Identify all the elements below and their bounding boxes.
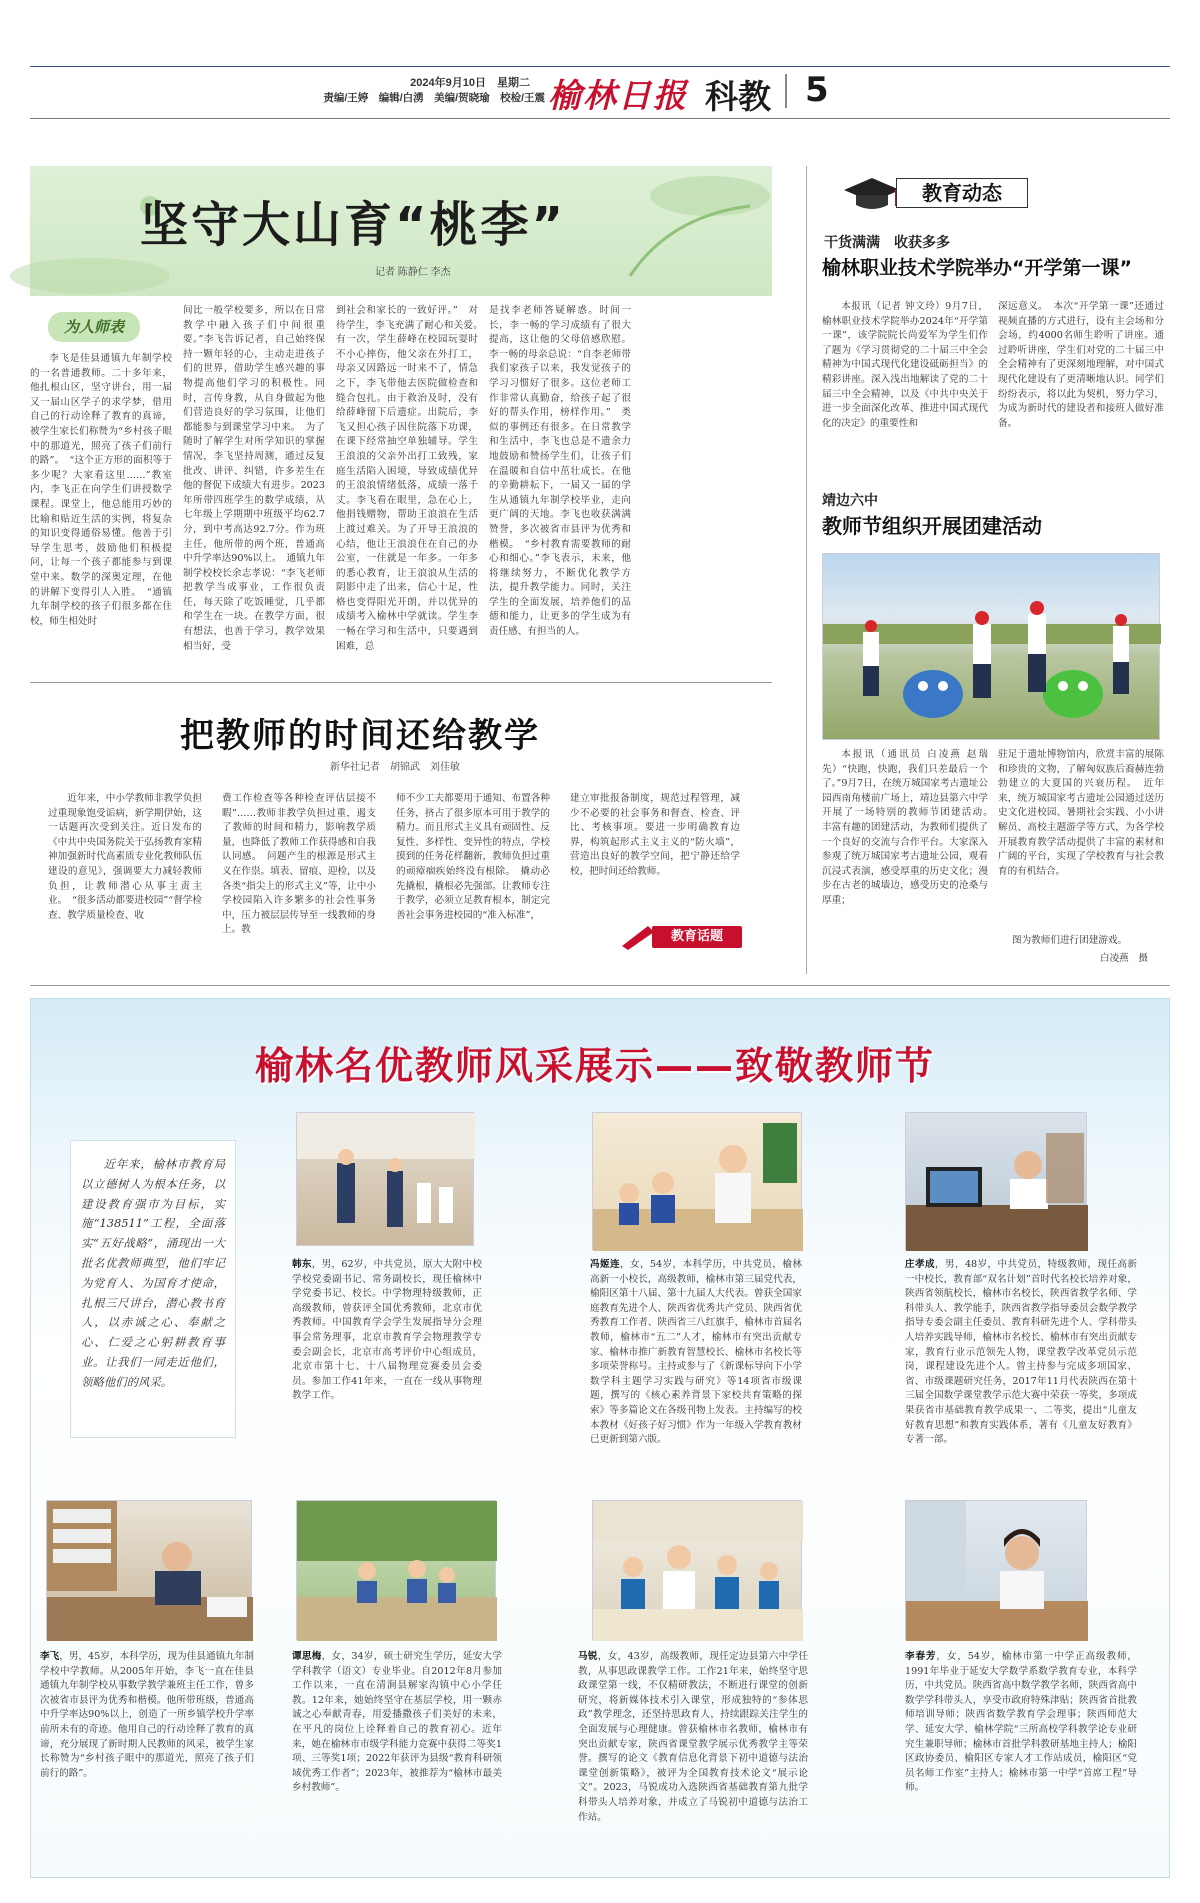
outdoor-class-scene-icon: [297, 1501, 497, 1641]
sidebar-news2-title: 教师节组织开展团建活动: [822, 514, 1042, 538]
feature-title: 榆林名优教师风采展示——致敬教师节: [254, 1044, 935, 1088]
article1-bottom-rule: [30, 682, 772, 683]
article2-col2: 费工作检查等各种检查评估层接不暇”……教师非教学负担过重，遏支了教师的时间和精力，影响教学质量，也降低了教师工作获得感和自我认同感。 问题产生的根源是形式主义在作祟。填表、留痕、迎检，以及各类“指尖上的形式主义”等，让中小学校园陷入许多繁多的社会性事务中，压力被层层传导至一线教师的身上。教: [222, 793, 376, 936]
profile-fengjilian-name: 冯姬连: [590, 1259, 620, 1270]
feature-intro: 近年来，榆林市教育局以立德树人为根本任务，以建设教育强市为目标，实施“138511”工程，全面落实“五好战略”，涌现出一大批名优教师典型，他们牢记为党育人、为国育才使命，扎根三尺讲台，潜心教书育人，以赤诚之心、奉献之心、仁爱之心躬耕教育事业。让我们一同走近他们，领略他们的风采。: [81, 1157, 225, 1389]
article2-col1: 近年来，中小学教师非教学负担过重现象饱受诟病，新学期伊始，这一话题再次受到关注。近日发布的《中共中央国务院关于弘扬教育家精神加强新时代高素质专业化教师队伍建设的意见》，强调要大力减轻教师负担，让教师潜心从事主责主业。 “很多活动都要进校园”“督学检查、教学质量检查、收: [48, 793, 202, 921]
classroom-scene-icon: [297, 1113, 475, 1247]
photo-credit: 白凌燕 摄: [1100, 953, 1148, 964]
article2-col4: 建立审批报备制度，规范过程管理，减少不必要的社会事务和督查、检查、评比、考核事项。要进一步明确教育边界，构筑起形式主义主义的“防火墙”，营造出良好的教学空间，把宁静还给学校，把时间还给教师。: [570, 793, 740, 877]
profile-zhuangxiaocheng-name: 庄孝成: [905, 1259, 935, 1270]
article1-tag-label: 为人师表: [63, 318, 124, 336]
sidebar-news2-col1: 本报讯（通讯员 白凌燕 赵瑞先）“快跑，快跑，我们只差最后一个了。”9月7日，在统万城国家考古遗址公园西南角楼前广场上，靖边县第六中学开展了一场特别的教师节团建活动。 丰富有趣的团建活动，为教师们提供了一个良好的交流与合作平台。大家深入参观了统万城国家考古遗址公园，观看沉浸式表演，感受厚重的历史文化；漫步在古老的城墙边，感受历史的沧桑与厚重；: [822, 749, 998, 906]
issue-date: 2024年9月10日 星期二: [410, 77, 530, 89]
photo-caption: 图为教师们进行团建游戏。: [1012, 935, 1128, 946]
article2-tag-label: 教育话题: [652, 926, 742, 948]
desk-grading-scene-icon: [47, 1501, 253, 1641]
paper-logo: 榆林日报: [548, 76, 688, 115]
profile-photo-lichunfang: [905, 1500, 1087, 1640]
article2-byline: 新华社记者 胡锦武 刘佳敏: [330, 762, 460, 773]
profile-fengjilian: [590, 1258, 802, 1492]
section-divider: [785, 74, 787, 108]
article1-col4: 是找李老师答疑解惑。时间一长，李一畅的学习成绩有了很大提高，这让他的父母倍感欣慰。李一畅的母亲总说：“自李老师带我们家孩子以来，我发觉孩子的学习习惯好了很多。这位老师工作非常认真勤奋，给孩子起了很好的帮头作用，榜样作用。” 类似的事例还有很多。在日常教学和生活中，李飞也总是不遗余力地鼓励和赞扬学生们，让孩子们在温暖和自信中茁壮成长。在他的辛勤耕耘下，一届又一届的学生从通镇九年制学校毕业，走向更广阔的天地。李飞也收获满满赞誉，多次被省市县评为优秀和楷模。 “乡村教育需要教师的耐心和细心。”李飞表示，未来，他将继续努力，不断优化教学方法，提升教学能力。同时，关注学生的全面发展，培养他们的品德和能力，让更多的学生成为有责任感、有担当的人。: [489, 305, 631, 638]
profile-zhuangxiaocheng: [905, 1258, 1137, 1492]
profile-lichunfang-name: 李春芳: [905, 1651, 937, 1662]
section-rule: [30, 985, 1170, 986]
sidebar-news1-col2: 深远意义。 本次“开学第一课”还通过视频直播的方式进行，设有主会场和分会场，约4000名师生聆听了讲座。通过聆听讲座，学生们对党的二十届三中全会精神有了更深刻地理解，对中国式现代化建设有了更清晰地认识。同学们纷纷表示，将以此为契机，努力学习，为成为新时代的建设者和接班人做好准备。: [998, 301, 1164, 429]
feature-intro-box: [70, 1140, 236, 1438]
sidebar-news2-kicker: 靖边六中: [822, 493, 878, 509]
profile-photo-marui: [592, 1500, 802, 1640]
teacher-portrait-scene-icon: [906, 1501, 1088, 1641]
office-scene-icon: [906, 1113, 1088, 1251]
profile-lichunfang: [905, 1650, 1137, 1866]
profile-handong-name: 韩东: [292, 1259, 312, 1270]
profile-photo-zhuangxiaocheng: [905, 1112, 1087, 1250]
masthead-underline: [30, 118, 1170, 119]
article1-col3: 到社会和家长的一致好评。” 对待学生，李飞充满了耐心和关爱。 有一次，学生薛峰在校园玩耍时不小心摔伤，他父亲在外打工，母亲又因路远一时来不了，情急之下，李飞带他去医院做检查和缝合包扎。由于救治及时，没有给薛峰留下后遗症。出院后，李飞又担心孩子因住院落下功课，在课下经常抽空单独辅导。学生王浪浪的父亲外出打工致残，家庭生活陷入困境，导致成绩优异的王浪浪情绪低落，成绩一落千丈。李飞看在眼里，急在心上，他捐钱赠物，帮助王浪浪在生活上渡过难关。为了开导王浪浪的心结，他让王浪浪住在自己的办公室，一住就是一年多。一年多的悉心教育，让王浪浪从生活的阴影中走了出来，信心十足，性格也变得阳光开朗，并以优异的成绩考入榆林中学就读。学生李一畅在学习和生活中，只要遇到困难，总: [336, 305, 488, 652]
sidebar-label-box: [842, 176, 1032, 212]
editor-credits: 责编/王婷 编辑/白湧 美编/贺晓瑜 校检/王震: [323, 92, 545, 104]
sidebar-label: 教育动态: [896, 178, 1028, 208]
teambuilding-photo: [822, 553, 1160, 740]
article1-tag: [48, 312, 140, 342]
profile-handong: [292, 1258, 482, 1458]
article1-col2: 间比一般学校要多，所以在日常教学中融入孩子们中间很重要。”李飞告诉记者，自己始终保持一颗年轻的心，主动走进孩子们的世界，借助学生感兴趣的事物提高他们学习的积极性。同时，言传身教，从自身做起为他们营造良好的学习氛围，让他们都能参与到课堂学习中来。 为了随时了解学生对所学知识的掌握情况，李飞坚持周测，通过反复批改、讲评、纠错，许多差生在他的督促下成绩大有进步。2023年所带四班学生的数学成绩，从七年级上学期期中班级平均62.7分，到中考高达92.7分。作为班主任，他所带的两个班，普通高中升学率达90%以上。 通镇九年制学校校长余志孝说：“李飞老师把教学当成事业，工作很负责任，每天除了吃饭睡觉，几乎都和学生在一块。在教学方面，很有想法，也善于学习，教学效果相当好，受: [183, 305, 325, 652]
teacher-students-scene-icon: [593, 1113, 803, 1251]
profile-marui-name: 马锐: [578, 1651, 598, 1662]
profile-tansimei: [292, 1650, 502, 1866]
profile-tansimei-name: 谭思梅: [292, 1651, 322, 1662]
article2-tag: [618, 924, 766, 950]
profile-photo-tansimei: [296, 1500, 496, 1640]
sidebar-news1-title: 榆林职业技术学院举办“开学第一课”: [822, 257, 1132, 279]
profile-fengjilian-text: ，女，54岁，本科学历，中共党员，榆林高新一小校长，高级教师，榆林市第三届党代表，榆阳区第十八届、第十九届人大代表。曾获全国家庭教育先进个人、陕西省优秀共产党员、陕西省优秀教育工作者、陕西省三八红旗手，榆林市首届名教师，榆林市“五二”人才，榆林市有突出贡献专家、榆林市推广新教育智慧校长、榆林市名校长等多项荣誉称号。主持或参与了《新课标导向下小学数学科主题学习实践与研究》等14项省市级课题，撰写的《核心素养背景下家校共育策略的探索》等多篇论文在各级刊物上发表。主持编写的校本教材《好孩子好习惯》作为一年级入学教育教材已更新到第六版。: [590, 1259, 802, 1446]
profile-photo-lifei: [46, 1500, 252, 1640]
profile-zhuangxiaocheng-text: ，男，48岁，中共党员，特级教师，现任高新一中校长，教育部“双名计划”首时代名校长培养对象，陕西省领航校长，榆林市名校长，陕西省教学名师、学科带头人、教学能手，陕西省教学指导委员会数学教学指导专委会副主任委员、教育科研先进个人、学科带头人培养实践导师，榆林市名校长、榆林市有突出贡献专家，教育行业示范领先人物，课堂教学改革党员示范岗，课程建设先进个人。曾主持参与完成多项国家、省、市级课题研究任务，2017年11月代表陕西在第十三届全国数学课堂教学示范大赛中荣获一等奖，多项成果获省市基础教育教学成果一、二等奖，提出“儿童友好教育思想”和教育实践体系，著有《儿童友好教育》专著一部。: [905, 1259, 1138, 1446]
profile-photo-fengjilian: [592, 1112, 802, 1250]
profile-lifei-text: ，男，45岁，本科学历，现为佳县通镇九年制学校中学教师。从2005年开始，李飞一直在佳县通镇九年制学校从事数学教学兼班主任工作，曾多次被省市县评为优秀和楷模。他所带班级，普通高中升学率达90%以上，创造了一所乡镇学校升学率前所未有的奇迹。他用自己的行动诠释了教育的真谛，充分展现了新时期人民教师的风采，被学生家长称赞为“乡村孩子眼中的那道光，照亮了孩子们前行的路”。: [40, 1651, 254, 1779]
article2-col3: 师不少工夫都要用于通知、布置各种任务，挤占了很多原本可用于教学的精力。而且形式主义具有顽固性、反复性、多样性、变异性的特点，学校摸到的任务花样翻新，教师负担过重的顽瘴痼疾始终没有根除。 撬动必先撬根，撬根必先强部。让教师专注于教学，必须立足教育根本，制定完善社会事务进校园的“准入标准”，: [396, 793, 550, 921]
article1-title: 坚守大山育“桃李”: [140, 197, 567, 253]
profile-lifei: [40, 1650, 254, 1866]
teambuilding-scene-icon: [823, 554, 1161, 741]
graduation-cap-icon: [842, 176, 902, 212]
profile-lichunfang-text: ，女，54岁，榆林市第一中学正高级教师，1991年毕业于延安大学数学系数学教育专业，本科学历，中共党员。陕西省高中数学教学名师，陕西省高中数学学科带头人，享受市政府特殊津贴；陕西省首批教师培训导师；陕西省数学教育学会理事；陕西师范大学、延安大学、榆林学院“三所高校学科教学论专业研究生兼职导师；榆林市首批学科教研基地主持人；榆阳区政协委员、榆阳区专家人才工作站成员，榆阳区“党员名师工作室”主持人；榆林市第一中学“首席工程”导师。: [905, 1651, 1137, 1794]
student-group-scene-icon: [593, 1501, 803, 1641]
profile-handong-text: ，男，62岁，中共党员，原大大附中校学校党委副书记、常务副校长，现任榆林中学党委书记、校长。中学物理特级教师，正高级教师，曾获评全国优秀教师，北京市优秀教师。中国教育学会学生发展指导分会理事会常务理事，北京市教育学会物理教学专委会副会长，北京市高考评价中心组成员，北京市第十七、十八届物理竞赛委员会委员。参加工作41年来，一直在一线从事物理教学工作。: [292, 1259, 483, 1402]
profile-marui: [578, 1650, 808, 1866]
profile-lifei-name: 李飞: [40, 1651, 60, 1662]
article1-byline: 记者 陈静仁 李杰: [375, 267, 451, 278]
page-number: 5: [805, 70, 829, 110]
section-name: 科教: [705, 77, 771, 116]
sidebar-news2-col2: 驻足于遗址博物馆内，欣赏丰富的展陈和珍贵的文物，了解匈奴族后裔赫连勃勃建立的大夏国的兴衰历程。 近年来，统万城国家考古遗址公园通过送历史文化进校园、暑期社会实践、小小讲解员、高校主题游学等方式，为各学校开展教育教学活动提供了丰富的素材和广阔的平台，实现了学校教育与社会教育的有机结合。: [998, 749, 1164, 877]
profile-photo-handong: [296, 1112, 474, 1246]
sidebar-news1-kicker: 干货满满 收获多多: [824, 235, 950, 251]
sidebar-divider: [806, 166, 807, 974]
profile-tansimei-text: ，女，34岁，硕士研究生学历，延安大学学科教学（语文）专业毕业。自2012年8月参加工作以来，一直在清涧县解家沟镇中心小学任教。12年来，她始终坚守在基层学校，用一颗赤诚之心奉献青春，用爱播撒孩子们美好的未来，在平凡的岗位上诠释着自己的教育初心。近年来，她在榆林市市级学科能力竞赛中获得二等奖1项、三等奖1项；2022年获评为县级“教育科研领域优秀工作者”；2023年，被推荐为“榆林市最美乡村教师”。: [292, 1651, 502, 1794]
article1-col1: 李飞是佳县通镇九年制学校的一名普通教师。二十多年来，他扎根山区，坚守讲台，用一届又一届山区学子的求学梦，借用自己的行动诠释了教育的真谛，被学生家长们称赞为“乡村孩子眼中的那道光，照亮了孩子们前行的路”。 “这个正方形的面积等于多少呢？大家看这里……”教室内，李飞正在向学生们讲授数学课程。课堂上，他总能用巧妙的比喻和贴近生活的实例，将复杂的知识变得通俗易懂。他善于引导学生思考，鼓励他们积极提问，让每一个孩子都能参与到课堂中来。数学的深奥定理，在他的讲解下变得引人入胜。 “通镇九年制学校的孩子们很多都在住校，师生相处时: [30, 353, 172, 627]
top-rule: [30, 66, 1170, 67]
article2-title: 把教师的时间还给教学: [180, 716, 540, 756]
profile-marui-text: ，女，43岁，高级教师，现任定边县第六中学任教，从事思政课教学工作。工作21年来，始终坚守思政课堂第一线，不仅精研教法，不断进行课堂的创新研究，将新媒体技术引入课堂，形成独特的“参体思政”教学理念，还坚持思政育人，持续跟踪关注学生的全面发展与心理健康。曾获榆林市名教师，榆林市有突出贡献专家，陕西省课堂教学展示优秀教学主等荣誉。撰写的论文《教育信息化背景下初中道德与法治课堂创新策略》，被评为全国教育技术论文“展示论文”。2023，马锐成功入选陕西省基础教育第九批学科带头人培养对象，并成立了马锐初中道德与法治工作站。: [578, 1651, 809, 1823]
sidebar-news1-col1: 本报讯（记者 钟文玲）9月7日，榆林职业技术学院举办2024年“开学第一课”，该学院院长尚爱军为学生们作了题为《学习贯彻党的二十届三中全会精神为中国式现代化建设砥砺担当》的精彩讲座。深入浅出地解读了党的二十届三中全会精神，以及《中共中央关于进一步全面深化改革、推进中国式现代化的决定》的重要性和: [822, 301, 988, 429]
